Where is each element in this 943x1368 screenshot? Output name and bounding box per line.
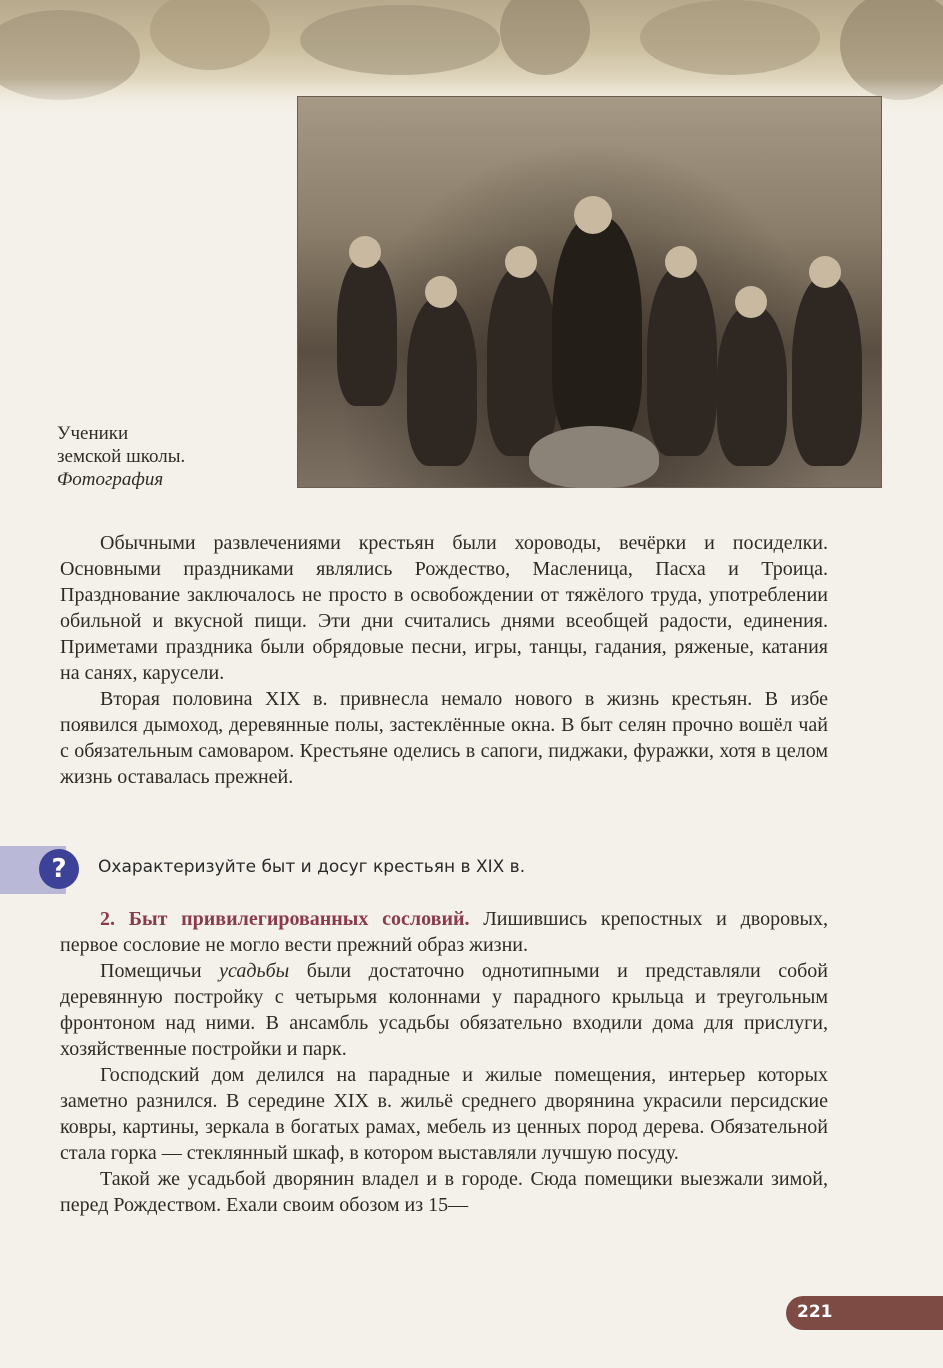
section-heading: 2. Быт привилегированных сословий.: [100, 908, 470, 930]
question-icon: [39, 849, 79, 889]
paragraph: Такой же усадьбой дворянин владел и в городе. Сюда помещики выезжали зимой, перед Рождеством. Ехали своим обозом из 15—: [60, 1168, 828, 1216]
page-number: 221: [797, 1302, 833, 1322]
caption-line-italic: Фотография: [57, 469, 164, 490]
paragraph: [60, 906, 828, 958]
text-fragment: были достаточно однотипными и представляли собой деревянную постройку с четырьмя колоннами у парадного крыльца и треугольным фронтоном над ними. В ансамбль усадьбы обязательно входили дома для прислуги, хозяйственные постройки и парк.: [60, 960, 828, 1060]
photo-caption: [57, 422, 287, 491]
paragraph: [60, 958, 828, 1062]
caption-line: Ученики: [57, 423, 129, 444]
caption-line: земской школы.: [57, 446, 186, 467]
text-block-privileged-estates: [60, 906, 828, 1218]
paragraph-lead: Лишившись крепостных и дворовых, первое сословие не могло вести прежний образ жизни.: [60, 908, 828, 956]
paragraph: Обычными развлечениями крестьян были хороводы, вечёрки и посиделки. Основными праздниками являлись Рождество, Масленица, Пасха и Троица. Празднование заключалось не просто в освобождении от тяжёлого труда, употреблении обильной и вкусной пищи. Эти дни считались днями всеобщей радости, единения. Приметами праздника были обрядовые песни, игры, танцы, гадания, ряженые, катания на санях, карусели.: [60, 532, 828, 684]
text-block-peasant-life: [60, 530, 828, 790]
question-glyph: ?: [51, 854, 67, 884]
term-italic: усадьбы: [219, 960, 290, 982]
school-students-photo: [297, 96, 882, 488]
question-prompt: Охарактеризуйте быт и досуг крестьян в XIX в.: [98, 857, 526, 877]
text-fragment: Помещичьи: [100, 960, 220, 982]
paragraph: Господский дом делился на парадные и жилые помещения, интерьер которых заметно разнился. В середине XIX в. жильё среднего дворянина украсили персидские ковры, картины, зеркала в богатых рамах, мебель из ценных пород дерева. Обязательной стала горка — стеклянный шкаф, в котором выставляли лучшую посуду.: [60, 1064, 828, 1164]
paragraph: Вторая половина XIX в. привнесла немало нового в жизнь крестьян. В избе появился дымоход, деревянные полы, застеклённые окна. В быт селян прочно вошёл чай с обязательным самоваром. Крестьяне оделись в сапоги, пиджаки, фуражки, хотя в целом жизнь оставалась прежней.: [60, 688, 828, 788]
